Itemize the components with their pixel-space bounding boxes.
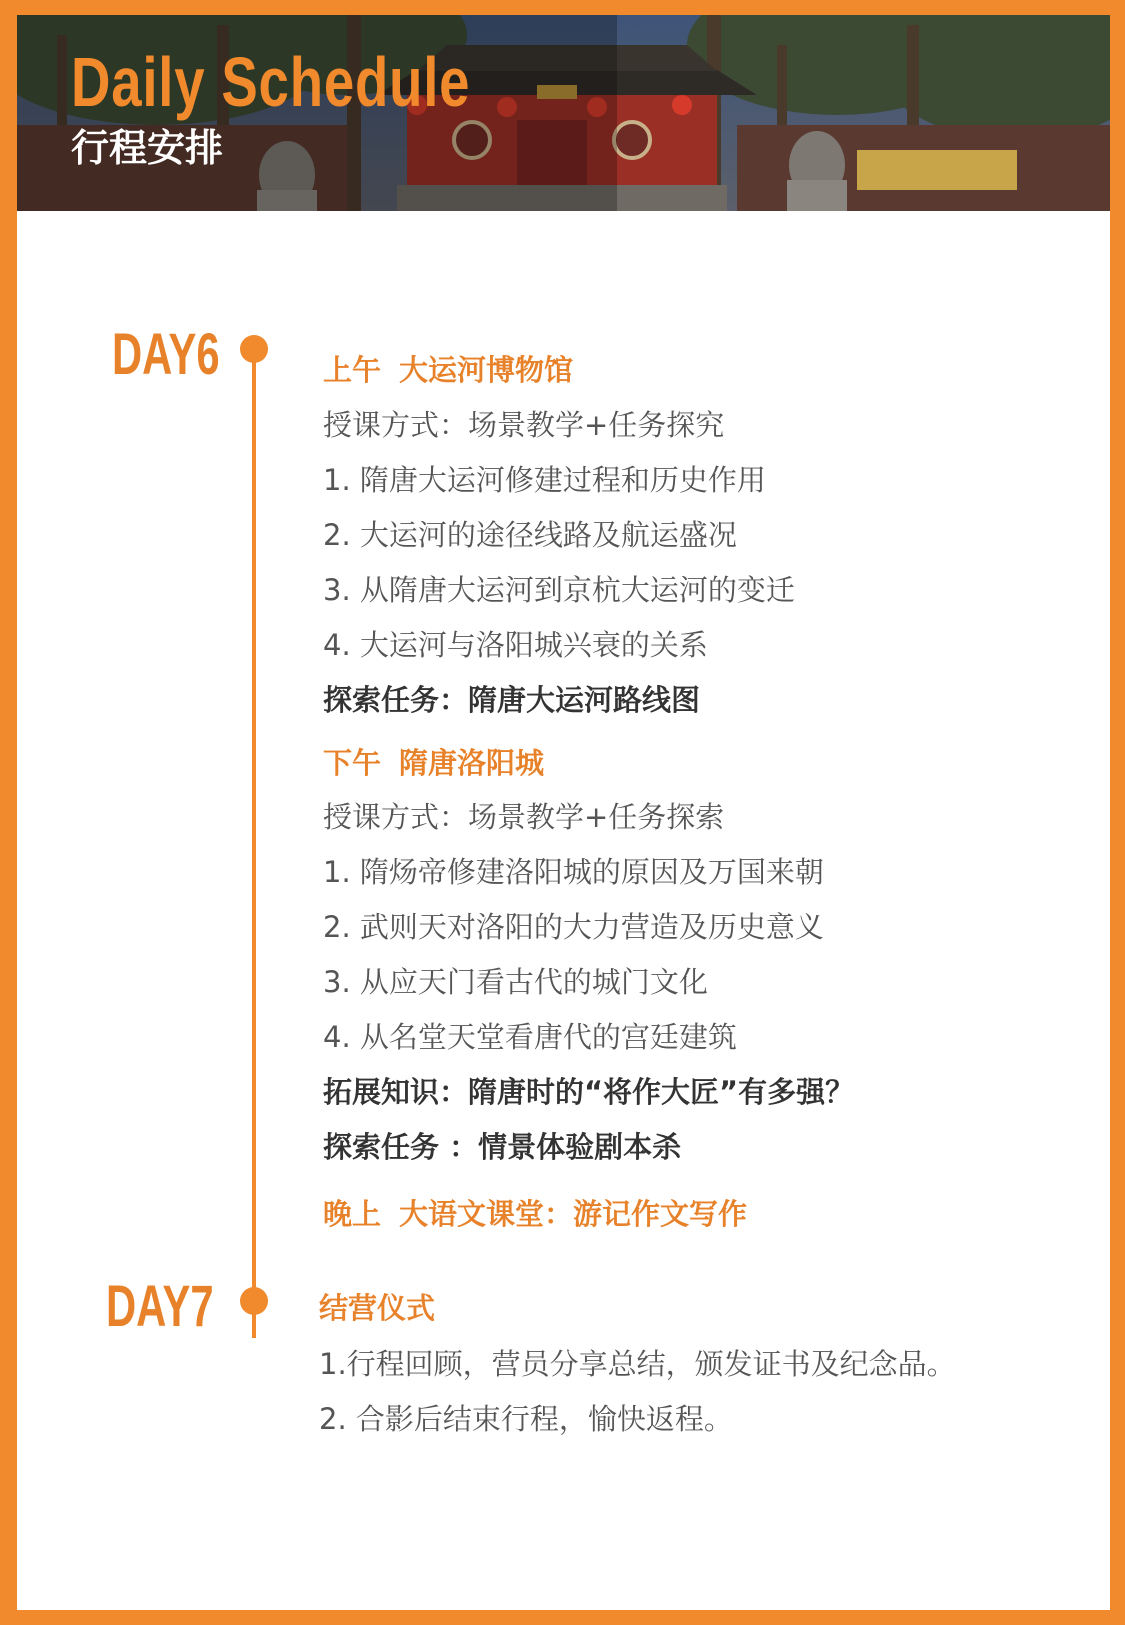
afternoon-time: 下午 — [323, 746, 382, 780]
afternoon-item-1: 1. 隋炀帝修建洛阳城的原因及万国来朝 — [323, 855, 824, 889]
afternoon-method: 授课方式：场景教学+任务探索 — [323, 800, 725, 834]
morning-item-4: 4. 大运河与洛阳城兴衰的关系 — [323, 628, 708, 662]
afternoon-item-4: 4. 从名堂天堂看唐代的宫廷建筑 — [323, 1020, 737, 1054]
evening-activity: 大语文课堂：游记作文写作 — [399, 1197, 748, 1231]
timeline-line — [252, 348, 256, 1338]
schedule-card — [17, 15, 1110, 1610]
day7-label: DAY7 — [106, 1274, 214, 1339]
morning-item-2: 2. 大运河的途径线路及航运盛况 — [323, 518, 737, 552]
day7-item-1: 1.行程回顾，营员分享总结，颁发证书及纪念品。 — [319, 1347, 956, 1381]
afternoon-heading — [323, 745, 544, 781]
day7-title: 结营仪式 — [319, 1291, 436, 1325]
day7-item-2: 2. 合影后结束行程，愉快返程。 — [319, 1402, 733, 1436]
timeline-dot-day6 — [240, 335, 268, 363]
morning-heading — [323, 352, 573, 388]
banner-title: Daily Schedule — [71, 43, 471, 121]
day6-label: DAY6 — [112, 322, 220, 387]
afternoon-item-3: 3. 从应天门看古代的城门文化 — [323, 965, 708, 999]
evening-time: 晚上 — [323, 1197, 382, 1231]
afternoon-task: 探索任务 ：情景体验剧本杀 — [323, 1130, 682, 1164]
evening-heading — [323, 1196, 747, 1232]
morning-item-3: 3. 从隋唐大运河到京杭大运河的变迁 — [323, 573, 795, 607]
afternoon-item-2: 2. 武则天对洛阳的大力营造及历史意义 — [323, 910, 824, 944]
morning-time: 上午 — [323, 353, 382, 387]
timeline-dot-day7 — [240, 1287, 268, 1315]
morning-item-1: 1. 隋唐大运河修建过程和历史作用 — [323, 463, 766, 497]
morning-method: 授课方式：场景教学+任务探究 — [323, 408, 725, 442]
header-banner — [17, 15, 1110, 211]
afternoon-place: 隋唐洛阳城 — [399, 746, 545, 780]
afternoon-extension: 拓展知识：隋唐时的“将作大匠”有多强？ — [323, 1075, 855, 1109]
banner-subtitle: 行程安排 — [71, 126, 224, 170]
morning-task: 探索任务：隋唐大运河路线图 — [323, 683, 701, 717]
morning-place: 大运河博物馆 — [399, 353, 574, 387]
